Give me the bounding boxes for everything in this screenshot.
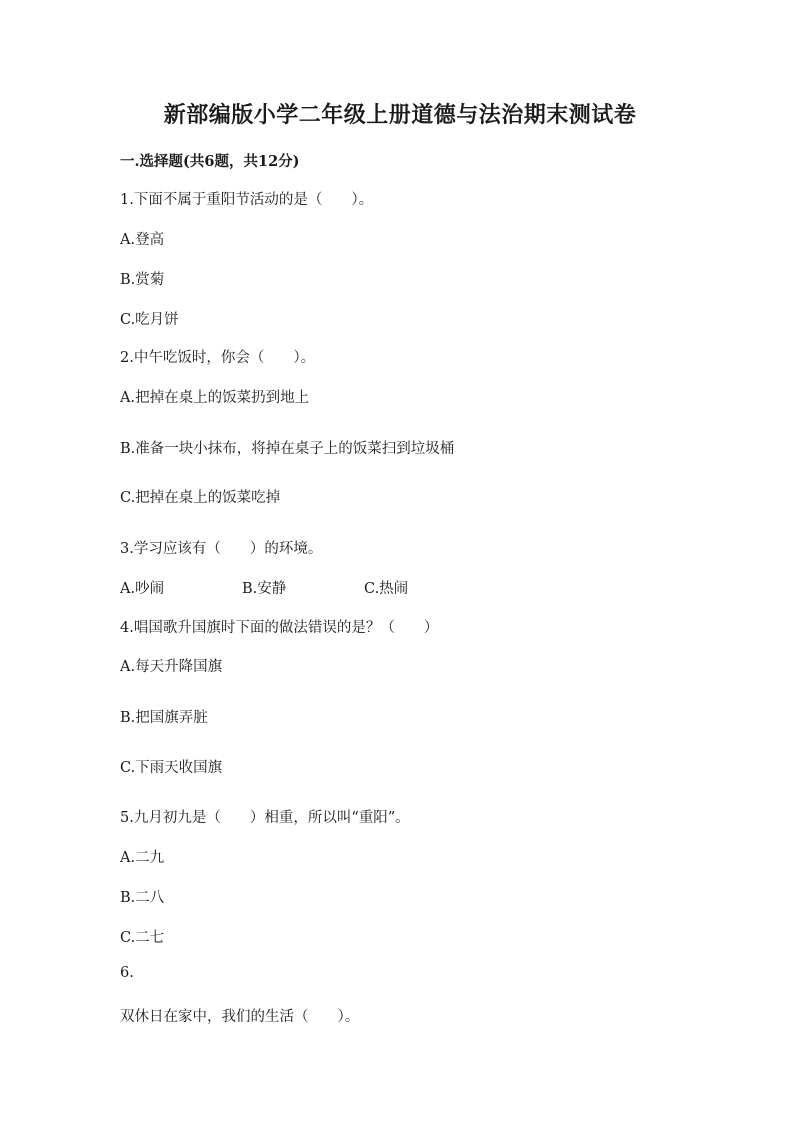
question-1-option-a: A.登高 — [120, 232, 165, 248]
question-5-stem: 5.九月初九是（ ）相重，所以叫“重阳”。 — [120, 810, 410, 826]
question-3-option-b: B.安静 — [242, 581, 287, 597]
section-heading: 一.选择题(共6题，共12分) — [120, 153, 300, 170]
question-4-option-b: B.把国旗弄脏 — [120, 710, 208, 726]
question-2-option-c: C.把掉在桌上的饭菜吃掉 — [120, 490, 281, 506]
question-5-option-b: B.二八 — [120, 890, 165, 906]
question-4-option-a: A.每天升降国旗 — [120, 659, 223, 675]
question-4-option-c: C.下雨天收国旗 — [120, 760, 223, 776]
question-6-stem: 双休日在家中，我们的生活（ ）。 — [120, 1009, 360, 1025]
question-1-option-b: B.赏菊 — [120, 272, 165, 288]
page-title: 新部编版小学二年级上册道德与法治期末测试卷 — [163, 102, 637, 128]
question-1-stem: 1.下面不属于重阳节活动的是（ ）。 — [120, 192, 374, 208]
question-5-option-c: C.二七 — [120, 930, 165, 946]
question-2-option-a: A.把掉在桌上的饭菜扔到地上 — [120, 390, 310, 406]
question-3-option-a: A.吵闹 — [120, 581, 165, 597]
question-1-option-c: C.吃月饼 — [120, 312, 179, 328]
question-4-stem: 4.唱国歌升国旗时下面的做法错误的是？（ ） — [120, 620, 439, 636]
question-2-stem: 2.中午吃饭时，你会（ ）。 — [120, 350, 316, 366]
question-3-option-c: C.热闹 — [364, 581, 409, 597]
question-2-option-b: B.准备一块小抹布，将掉在桌子上的饭菜扫到垃圾桶 — [120, 441, 455, 457]
question-3-stem: 3.学习应该有（ ）的环境。 — [120, 541, 323, 557]
question-6-number: 6. — [120, 965, 134, 981]
question-5-option-a: A.二九 — [120, 850, 165, 866]
